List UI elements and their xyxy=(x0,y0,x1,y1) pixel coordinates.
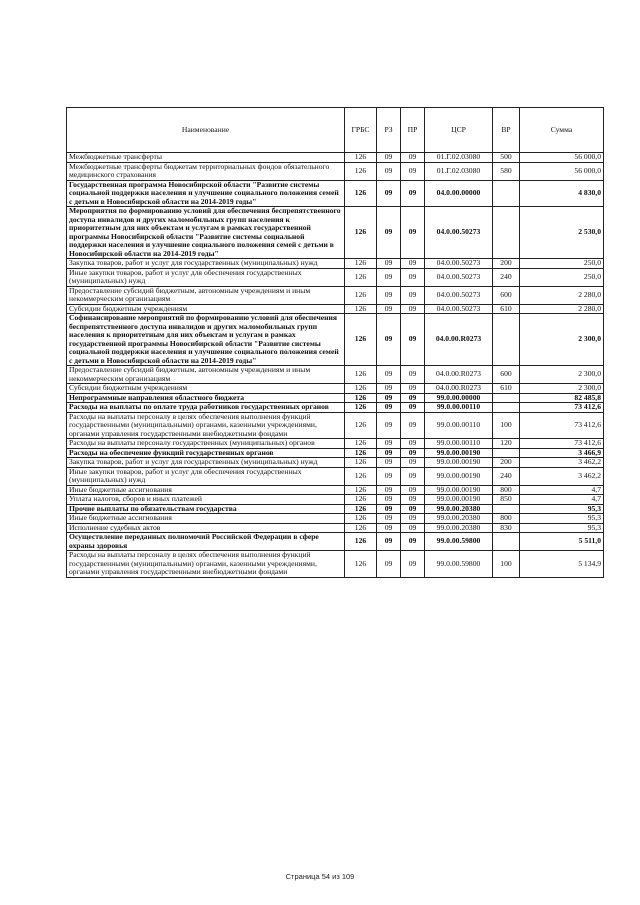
cell-csr: 99.0.00.00110 xyxy=(425,412,493,439)
cell-rz: 09 xyxy=(377,207,401,259)
cell-sum: 95,3 xyxy=(520,504,604,514)
cell-csr: 04.0.00.50273 xyxy=(425,304,493,314)
cell-name: Иные закупки товаров, работ и услуг для обеспечения государственных (муниципальных) нужд xyxy=(67,268,345,286)
cell-sum: 3 466,9 xyxy=(520,448,604,458)
cell-sum: 56 000,0 xyxy=(520,162,604,180)
cell-pr: 09 xyxy=(401,314,425,366)
cell-sum: 3 462,2 xyxy=(520,467,604,485)
cell-sum: 2 530,0 xyxy=(520,207,604,259)
table-row xyxy=(67,286,604,304)
cell-pr: 09 xyxy=(401,384,425,394)
cell-pr: 09 xyxy=(401,304,425,314)
cell-name: Софинансирование мероприятий по формированию условий для обеспечения беспрепятственного доступа инвалидов и других маломобильных групп населения к приоритетным для них объектам и услугам в рамках государственной программы Новосибирской области "Развитие системы социальной поддержки населения и улучшение социального положения семей с детьми в Новосибирской области на 2014-2019 годы" xyxy=(67,314,345,366)
cell-sum: 95,3 xyxy=(520,523,604,533)
cell-sum: 4 830,0 xyxy=(520,180,604,207)
table-row xyxy=(67,533,604,551)
cell-csr: 04.0.00.R0273 xyxy=(425,314,493,366)
cell-grbs: 126 xyxy=(345,162,377,180)
table-row xyxy=(67,439,604,449)
header-name: Наименование xyxy=(67,108,345,153)
cell-grbs: 126 xyxy=(345,412,377,439)
table-row xyxy=(67,268,604,286)
cell-csr: 99.0.00.00000 xyxy=(425,393,493,403)
cell-vr: 100 xyxy=(493,412,520,439)
header-grbs: ГРБС xyxy=(345,108,377,153)
cell-pr: 09 xyxy=(401,403,425,413)
cell-rz: 09 xyxy=(377,523,401,533)
table-row xyxy=(67,393,604,403)
cell-grbs: 126 xyxy=(345,448,377,458)
cell-pr: 09 xyxy=(401,504,425,514)
cell-rz: 09 xyxy=(377,495,401,505)
cell-pr: 09 xyxy=(401,286,425,304)
cell-name: Непрограммные направления областного бюджета xyxy=(67,393,345,403)
cell-name: Исполнение судебных актов xyxy=(67,523,345,533)
cell-vr: 100 xyxy=(493,551,520,578)
cell-csr: 99.0.00.00190 xyxy=(425,485,493,495)
cell-pr: 09 xyxy=(401,467,425,485)
header-rz: РЗ xyxy=(377,108,401,153)
cell-pr: 09 xyxy=(401,393,425,403)
cell-csr: 04.0.00.50273 xyxy=(425,259,493,269)
cell-rz: 09 xyxy=(377,162,401,180)
cell-vr: 850 xyxy=(493,495,520,505)
cell-rz: 09 xyxy=(377,180,401,207)
cell-vr: 580 xyxy=(493,162,520,180)
cell-csr: 99.0.00.00190 xyxy=(425,458,493,468)
cell-grbs: 126 xyxy=(345,286,377,304)
cell-grbs: 126 xyxy=(345,533,377,551)
table-body xyxy=(67,153,604,578)
cell-pr: 09 xyxy=(401,162,425,180)
cell-vr: 610 xyxy=(493,384,520,394)
cell-grbs: 126 xyxy=(345,393,377,403)
cell-pr: 09 xyxy=(401,551,425,578)
cell-vr: 600 xyxy=(493,286,520,304)
cell-grbs: 126 xyxy=(345,259,377,269)
table-row xyxy=(67,495,604,505)
cell-rz: 09 xyxy=(377,533,401,551)
table-row xyxy=(67,180,604,207)
cell-name: Предоставление субсидий бюджетным, автономным учреждениям и иным некоммерческим организациям xyxy=(67,366,345,384)
cell-sum: 2 280,0 xyxy=(520,304,604,314)
cell-vr: 240 xyxy=(493,467,520,485)
cell-sum: 95,3 xyxy=(520,514,604,524)
cell-grbs: 126 xyxy=(345,467,377,485)
cell-grbs: 126 xyxy=(345,207,377,259)
cell-pr: 09 xyxy=(401,485,425,495)
cell-name: Субсидии бюджетным учреждениям xyxy=(67,304,345,314)
cell-name: Уплата налогов, сборов и иных платежей xyxy=(67,495,345,505)
cell-csr: 99.0.00.00190 xyxy=(425,495,493,505)
cell-pr: 09 xyxy=(401,366,425,384)
table-row xyxy=(67,504,604,514)
table-row xyxy=(67,448,604,458)
cell-rz: 09 xyxy=(377,153,401,163)
cell-vr xyxy=(493,533,520,551)
table-row xyxy=(67,403,604,413)
table-row xyxy=(67,207,604,259)
cell-pr: 09 xyxy=(401,259,425,269)
cell-rz: 09 xyxy=(377,304,401,314)
cell-vr xyxy=(493,393,520,403)
cell-grbs: 126 xyxy=(345,485,377,495)
cell-sum: 2 300,0 xyxy=(520,366,604,384)
cell-rz: 09 xyxy=(377,393,401,403)
cell-sum: 5 511,0 xyxy=(520,533,604,551)
cell-grbs: 126 xyxy=(345,523,377,533)
cell-grbs: 126 xyxy=(345,384,377,394)
cell-vr: 240 xyxy=(493,268,520,286)
table-row xyxy=(67,467,604,485)
cell-vr xyxy=(493,314,520,366)
cell-sum: 73 412,6 xyxy=(520,412,604,439)
cell-rz: 09 xyxy=(377,458,401,468)
table-row xyxy=(67,412,604,439)
cell-rz: 09 xyxy=(377,514,401,524)
cell-rz: 09 xyxy=(377,384,401,394)
budget-table xyxy=(66,107,604,578)
cell-rz: 09 xyxy=(377,268,401,286)
cell-sum: 4,7 xyxy=(520,495,604,505)
cell-csr: 04.0.00.R0273 xyxy=(425,384,493,394)
cell-grbs: 126 xyxy=(345,304,377,314)
cell-csr: 04.0.00.50273 xyxy=(425,286,493,304)
cell-vr xyxy=(493,448,520,458)
cell-vr: 830 xyxy=(493,523,520,533)
cell-name: Мероприятия по формированию условий для обеспечения беспрепятственного доступа инвалидов и других маломобильных групп населения к приоритетным для них объектам и услугам в рамках государственной программы Новосибирской области "Развитие системы социальной поддержки населения и улучшение социального положения семей с детьми в Новосибирской области на 2014-2019 годы" xyxy=(67,207,345,259)
cell-grbs: 126 xyxy=(345,403,377,413)
cell-name: Закупка товаров, работ и услуг для государственных (муниципальных) нужд xyxy=(67,259,345,269)
cell-csr: 99.0.00.00110 xyxy=(425,403,493,413)
cell-pr: 09 xyxy=(401,458,425,468)
cell-vr: 800 xyxy=(493,485,520,495)
cell-pr: 09 xyxy=(401,533,425,551)
cell-name: Расходы на обеспечение функций государственных органов xyxy=(67,448,345,458)
cell-sum: 56 000,0 xyxy=(520,153,604,163)
cell-grbs: 126 xyxy=(345,458,377,468)
cell-csr: 99.0.00.20380 xyxy=(425,523,493,533)
cell-name: Субсидии бюджетным учреждениям xyxy=(67,384,345,394)
cell-grbs: 126 xyxy=(345,153,377,163)
table-row xyxy=(67,304,604,314)
cell-grbs: 126 xyxy=(345,314,377,366)
cell-grbs: 126 xyxy=(345,268,377,286)
cell-name: Расходы на выплаты персоналу в целях обеспечения выполнения функций государственными (муниципальными) органами, казенными учреждениями, органами управления государственными внебюджетными фондами xyxy=(67,412,345,439)
cell-sum: 82 485,8 xyxy=(520,393,604,403)
header-pr: ПР xyxy=(401,108,425,153)
cell-rz: 09 xyxy=(377,259,401,269)
cell-sum: 250,0 xyxy=(520,259,604,269)
cell-csr: 99.0.00.00190 xyxy=(425,467,493,485)
cell-vr: 610 xyxy=(493,304,520,314)
cell-csr: 01.Г.02.03080 xyxy=(425,153,493,163)
cell-csr: 99.0.00.20380 xyxy=(425,514,493,524)
cell-sum: 2 300,0 xyxy=(520,314,604,366)
cell-rz: 09 xyxy=(377,551,401,578)
cell-rz: 09 xyxy=(377,439,401,449)
table-row xyxy=(67,458,604,468)
cell-name: Иные закупки товаров, работ и услуг для обеспечения государственных (муниципальных) нужд xyxy=(67,467,345,485)
header-sum: Сумма xyxy=(520,108,604,153)
cell-rz: 09 xyxy=(377,467,401,485)
cell-pr: 09 xyxy=(401,514,425,524)
cell-rz: 09 xyxy=(377,366,401,384)
cell-vr: 200 xyxy=(493,458,520,468)
table-row xyxy=(67,153,604,163)
cell-pr: 09 xyxy=(401,180,425,207)
header-vr: ВР xyxy=(493,108,520,153)
cell-grbs: 126 xyxy=(345,366,377,384)
cell-name: Иные бюджетные ассигнования xyxy=(67,514,345,524)
table-row xyxy=(67,314,604,366)
cell-grbs: 126 xyxy=(345,504,377,514)
table-row xyxy=(67,514,604,524)
cell-vr xyxy=(493,180,520,207)
cell-pr: 09 xyxy=(401,268,425,286)
table-row xyxy=(67,384,604,394)
cell-pr: 09 xyxy=(401,153,425,163)
cell-name: Расходы на выплаты персоналу в целях обеспечения выполнения функций государственными (муниципальными) органами, казенными учреждениями, органами управления государственными внебюджетными фондами xyxy=(67,551,345,578)
cell-pr: 09 xyxy=(401,523,425,533)
cell-rz: 09 xyxy=(377,448,401,458)
header-csr: ЦСР xyxy=(425,108,493,153)
table-row xyxy=(67,366,604,384)
cell-vr: 800 xyxy=(493,514,520,524)
cell-rz: 09 xyxy=(377,485,401,495)
cell-csr: 99.0.00.00190 xyxy=(425,448,493,458)
cell-name: Иные бюджетные ассигнования xyxy=(67,485,345,495)
cell-vr xyxy=(493,504,520,514)
cell-name: Осуществление переданных полномочий Российской Федерации в сфере охраны здоровья xyxy=(67,533,345,551)
cell-name: Государственная программа Новосибирской области "Развитие системы социальной поддержки населения и улучшение социального положения семей с детьми в Новосибирской области на 2014-2019 годы" xyxy=(67,180,345,207)
cell-csr: 04.0.00.50273 xyxy=(425,207,493,259)
cell-name: Предоставление субсидий бюджетным, автономным учреждениям и иным некоммерческим организациям xyxy=(67,286,345,304)
cell-vr: 120 xyxy=(493,439,520,449)
page-number: Страница 54 из 109 xyxy=(285,872,355,881)
cell-sum: 2 300,0 xyxy=(520,384,604,394)
cell-sum: 73 412,6 xyxy=(520,403,604,413)
table-row xyxy=(67,523,604,533)
cell-vr xyxy=(493,403,520,413)
cell-vr: 200 xyxy=(493,259,520,269)
cell-name: Расходы на выплаты персоналу государственных (муниципальных) органов xyxy=(67,439,345,449)
cell-grbs: 126 xyxy=(345,551,377,578)
cell-pr: 09 xyxy=(401,412,425,439)
cell-rz: 09 xyxy=(377,412,401,439)
cell-grbs: 126 xyxy=(345,495,377,505)
cell-sum: 5 134,9 xyxy=(520,551,604,578)
cell-rz: 09 xyxy=(377,314,401,366)
cell-vr xyxy=(493,207,520,259)
cell-pr: 09 xyxy=(401,448,425,458)
cell-name: Межбюджетные трансферты бюджетам территориальных фондов обязательного медицинского страхования xyxy=(67,162,345,180)
table-row xyxy=(67,162,604,180)
cell-vr: 600 xyxy=(493,366,520,384)
cell-csr: 99.0.00.00110 xyxy=(425,439,493,449)
cell-pr: 09 xyxy=(401,207,425,259)
cell-csr: 01.Г.02.03080 xyxy=(425,162,493,180)
cell-sum: 3 462,2 xyxy=(520,458,604,468)
table-header-row xyxy=(67,108,604,153)
cell-sum: 4,7 xyxy=(520,485,604,495)
cell-rz: 09 xyxy=(377,286,401,304)
cell-vr: 500 xyxy=(493,153,520,163)
cell-pr: 09 xyxy=(401,439,425,449)
cell-pr: 09 xyxy=(401,495,425,505)
cell-sum: 2 280,0 xyxy=(520,286,604,304)
cell-sum: 250,0 xyxy=(520,268,604,286)
cell-csr: 99.0.00.59800 xyxy=(425,551,493,578)
cell-name: Расходы на выплаты по оплате труда работников государственных органов xyxy=(67,403,345,413)
table-row xyxy=(67,259,604,269)
cell-rz: 09 xyxy=(377,504,401,514)
cell-csr: 04.0.00.00000 xyxy=(425,180,493,207)
cell-csr: 99.0.00.59800 xyxy=(425,533,493,551)
cell-rz: 09 xyxy=(377,403,401,413)
cell-csr: 04.0.00.50273 xyxy=(425,268,493,286)
cell-grbs: 126 xyxy=(345,514,377,524)
table-row xyxy=(67,485,604,495)
cell-grbs: 126 xyxy=(345,439,377,449)
table-row xyxy=(67,551,604,578)
cell-name: Закупка товаров, работ и услуг для государственных (муниципальных) нужд xyxy=(67,458,345,468)
cell-sum: 73 412,6 xyxy=(520,439,604,449)
cell-grbs: 126 xyxy=(345,180,377,207)
cell-name: Межбюджетные трансферты xyxy=(67,153,345,163)
cell-csr: 04.0.00.R0273 xyxy=(425,366,493,384)
cell-csr: 99.0.00.20380 xyxy=(425,504,493,514)
cell-name: Прочие выплаты по обязательствам государства xyxy=(67,504,345,514)
